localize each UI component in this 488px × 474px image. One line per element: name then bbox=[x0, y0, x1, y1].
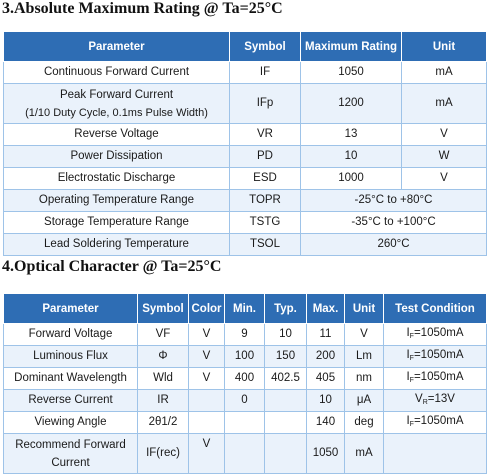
param-cell: Lead Soldering Temperature bbox=[4, 234, 230, 256]
symbol-cell: IF bbox=[230, 62, 301, 84]
symbol-cell: Wld bbox=[138, 368, 189, 390]
test-condition-cell bbox=[384, 434, 487, 474]
cond-var: V bbox=[415, 392, 423, 405]
table-row bbox=[4, 212, 487, 234]
table-row bbox=[4, 146, 487, 168]
param-cell: Electrostatic Discharge bbox=[4, 168, 230, 190]
min-cell bbox=[225, 412, 265, 434]
cond-value: =1050mA bbox=[413, 370, 464, 383]
symbol-cell: VR bbox=[230, 124, 301, 146]
max-cell: 1050 bbox=[307, 434, 345, 474]
header-maximum-rating: Maximum Rating bbox=[301, 32, 402, 62]
param-cell: Reverse Voltage bbox=[4, 124, 230, 146]
param-cell: Continuous Forward Current bbox=[4, 62, 230, 84]
min-cell: 400 bbox=[225, 368, 265, 390]
section-heading-optical-character: 4.Optical Character @ Ta=25°C bbox=[2, 258, 222, 275]
symbol-cell: Φ bbox=[138, 346, 189, 368]
param-line-1: Peak Forward Current bbox=[59, 88, 174, 101]
test-condition-cell bbox=[384, 368, 487, 390]
param-cell: Luminous Flux bbox=[4, 346, 138, 368]
unit-cell: W bbox=[402, 146, 487, 168]
table-row bbox=[4, 368, 487, 390]
cond-subscript: R bbox=[422, 398, 428, 406]
max-cell: 10 bbox=[307, 390, 345, 412]
unit-cell: mA bbox=[402, 62, 487, 84]
absolute-maximum-rating-table bbox=[3, 31, 487, 256]
table-row bbox=[4, 234, 487, 256]
max-cell: 405 bbox=[307, 368, 345, 390]
typ-cell: 150 bbox=[265, 346, 307, 368]
unit-cell: deg bbox=[345, 412, 384, 434]
max-cell: 11 bbox=[307, 324, 345, 346]
typ-cell bbox=[265, 434, 307, 474]
table-header-row bbox=[4, 294, 487, 324]
table-row bbox=[4, 390, 487, 412]
symbol-cell: TSOL bbox=[230, 234, 301, 256]
symbol-cell: TOPR bbox=[230, 190, 301, 212]
rating-cell: 13 bbox=[301, 124, 402, 146]
header-color: Color bbox=[189, 294, 225, 324]
unit-cell: mA bbox=[345, 434, 384, 474]
color-cell: V bbox=[189, 434, 225, 474]
unit-cell: μA bbox=[345, 390, 384, 412]
color-cell bbox=[189, 412, 225, 434]
symbol-cell: VF bbox=[138, 324, 189, 346]
param-cell: Reverse Current bbox=[4, 390, 138, 412]
symbol-cell: TSTG bbox=[230, 212, 301, 234]
table-row bbox=[4, 434, 487, 474]
symbol-cell: IR bbox=[138, 390, 189, 412]
symbol-cell: IF(rec) bbox=[138, 434, 189, 474]
optical-character-table bbox=[3, 293, 487, 474]
table-row bbox=[4, 324, 487, 346]
table-row bbox=[4, 346, 487, 368]
header-unit: Unit bbox=[345, 294, 384, 324]
unit-cell: V bbox=[345, 324, 384, 346]
typ-cell: 10 bbox=[265, 324, 307, 346]
param-cell: Dominant Wavelength bbox=[4, 368, 138, 390]
min-cell: 9 bbox=[225, 324, 265, 346]
rating-cell: 260°C bbox=[301, 234, 487, 256]
symbol-cell: PD bbox=[230, 146, 301, 168]
param-cell: Viewing Angle bbox=[4, 412, 138, 434]
cond-subscript: F bbox=[409, 420, 414, 428]
param-line-1: Recommend Forward bbox=[15, 438, 126, 451]
header-min: Min. bbox=[225, 294, 265, 324]
header-typ: Typ. bbox=[265, 294, 307, 324]
header-symbol: Symbol bbox=[138, 294, 189, 324]
param-line-2: Current bbox=[51, 456, 90, 469]
cond-value: =1050mA bbox=[413, 348, 464, 361]
table-row bbox=[4, 412, 487, 434]
cond-subscript: F bbox=[409, 376, 414, 384]
param-cell: Storage Temperature Range bbox=[4, 212, 230, 234]
section-heading-absolute-maximum-rating: 3.Absolute Maximum Rating @ Ta=25°C bbox=[2, 0, 283, 17]
rating-cell: 1200 bbox=[301, 84, 402, 124]
cond-value: =1050mA bbox=[413, 326, 464, 339]
typ-cell bbox=[265, 412, 307, 434]
color-cell bbox=[189, 390, 225, 412]
cond-value: =13V bbox=[427, 392, 455, 405]
param-cell: Power Dissipation bbox=[4, 146, 230, 168]
color-cell: V bbox=[189, 368, 225, 390]
header-symbol: Symbol bbox=[230, 32, 301, 62]
rating-cell: -25°C to +80°C bbox=[301, 190, 487, 212]
rating-cell: 10 bbox=[301, 146, 402, 168]
cond-var: I bbox=[406, 414, 410, 427]
test-condition-cell bbox=[384, 390, 487, 412]
table-header-row bbox=[4, 32, 487, 62]
min-cell bbox=[225, 434, 265, 474]
rating-cell: 1000 bbox=[301, 168, 402, 190]
symbol-cell: ESD bbox=[230, 168, 301, 190]
rating-cell: 1050 bbox=[301, 62, 402, 84]
color-cell: V bbox=[189, 346, 225, 368]
header-parameter: Parameter bbox=[4, 294, 138, 324]
cond-value: =1050mA bbox=[413, 414, 464, 427]
test-condition-cell bbox=[384, 324, 487, 346]
cond-var: I bbox=[406, 370, 410, 383]
unit-cell: V bbox=[402, 168, 487, 190]
table-row bbox=[4, 190, 487, 212]
symbol-cell: IFp bbox=[230, 84, 301, 124]
unit-cell: Lm bbox=[345, 346, 384, 368]
unit-cell: V bbox=[402, 124, 487, 146]
color-cell: V bbox=[189, 324, 225, 346]
cond-var: I bbox=[406, 326, 410, 339]
cond-subscript: F bbox=[409, 354, 414, 362]
max-cell: 140 bbox=[307, 412, 345, 434]
param-cell: Operating Temperature Range bbox=[4, 190, 230, 212]
cond-subscript: F bbox=[409, 332, 414, 340]
typ-cell bbox=[265, 390, 307, 412]
header-parameter: Parameter bbox=[4, 32, 230, 62]
param-cell bbox=[4, 434, 138, 474]
unit-cell: nm bbox=[345, 368, 384, 390]
param-line-2: (1/10 Duty Cycle, 0.1ms Pulse Width) bbox=[25, 106, 208, 119]
min-cell: 0 bbox=[225, 390, 265, 412]
symbol-cell: 2θ1/2 bbox=[138, 412, 189, 434]
test-condition-cell bbox=[384, 346, 487, 368]
test-condition-cell bbox=[384, 412, 487, 434]
rating-cell: -35°C to +100°C bbox=[301, 212, 487, 234]
table-row bbox=[4, 84, 487, 124]
table-row bbox=[4, 168, 487, 190]
min-cell: 100 bbox=[225, 346, 265, 368]
table-row bbox=[4, 124, 487, 146]
param-cell: Forward Voltage bbox=[4, 324, 138, 346]
unit-cell: mA bbox=[402, 84, 487, 124]
header-unit: Unit bbox=[402, 32, 487, 62]
header-test-condition: Test Condition bbox=[384, 294, 487, 324]
cond-var: I bbox=[406, 348, 410, 361]
header-max: Max. bbox=[307, 294, 345, 324]
table-row bbox=[4, 62, 487, 84]
max-cell: 200 bbox=[307, 346, 345, 368]
param-cell bbox=[4, 84, 230, 124]
typ-cell: 402.5 bbox=[265, 368, 307, 390]
